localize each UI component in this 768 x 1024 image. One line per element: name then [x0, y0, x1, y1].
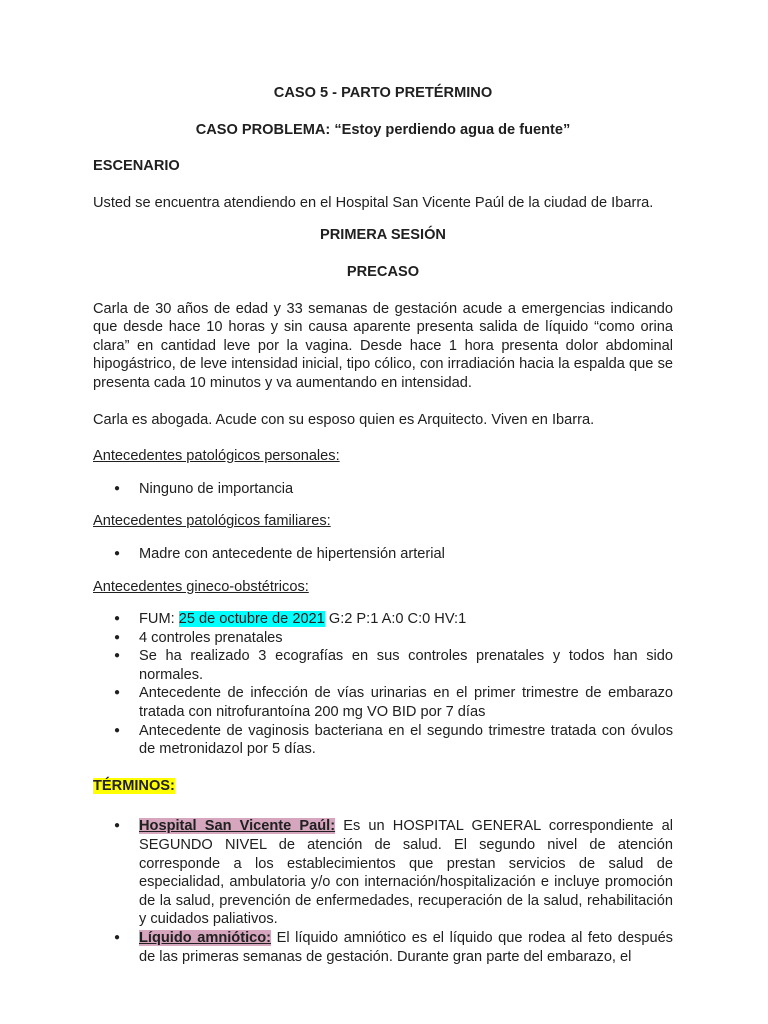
case-subtitle: CASO PROBLEMA: “Estoy perdiendo agua de fuente”	[195, 121, 571, 138]
term-definition: El líquido amniótico es el líquido que rodea al feto después de las primeras semanas de gestación. Durante gran parte del embarazo, el	[139, 930, 673, 965]
session-heading: PRIMERA SESIÓN	[320, 227, 446, 244]
family-history-heading: Antecedentes patológicos familiares:	[93, 513, 331, 530]
precaso-text: Carla de 30 años de edad y 33 semanas de gestación acude a emergencias indicando que desde hace 10 horas y sin causa aparente presenta salida de líquido “como orina clara” en cantidad leve por la vagina. Desde hace 1 hora presenta dolor abdominal hipogástrico, de leve intensidad inicial, tipo cólico, con irradiación hacia la espalda que se presenta cada 10 minutos y va aumentando en intensidad.	[93, 300, 673, 391]
gyn-history-list	[93, 610, 673, 759]
list-item: ● 4 controles prenatales	[93, 629, 673, 648]
list-item: ● Antecedente de infección de vías urinarias en el primer trimestre de embarazo tratada con nitrofurantoína 200 mg VO BID por 7 días	[93, 684, 673, 721]
personal-history-list	[93, 480, 673, 499]
list-item: ● Se ha realizado 3 ecografías en sus controles prenatales y todos han sido normales.	[93, 647, 673, 684]
fum-date-highlight: 25 de octubre de 2021	[178, 611, 325, 628]
terms-heading: TÉRMINOS:	[93, 777, 175, 794]
escenario-heading: ESCENARIO	[93, 158, 180, 175]
gyn-history-heading: Antecedentes gineco-obstétricos:	[93, 578, 309, 595]
term-label: Líquido amniótico:	[139, 930, 272, 946]
precaso-heading: PRECASO	[346, 263, 420, 280]
personal-history-heading: Antecedentes patológicos personales:	[93, 448, 340, 465]
page-title: CASO 5 - PARTO PRETÉRMINO	[273, 85, 493, 101]
term-item	[93, 929, 673, 966]
fum-rest: G:2 P:1 A:0 C:0 HV:1	[324, 611, 467, 628]
list-item	[93, 610, 673, 629]
list-item: ● Ninguno de importancia	[93, 480, 673, 499]
document-content	[93, 84, 673, 966]
occupation-text: Carla es abogada. Acude con su esposo quien es Arquitecto. Viven en Ibarra.	[93, 411, 595, 428]
terms-list	[93, 817, 673, 966]
fum-label: FUM:	[139, 611, 179, 628]
family-history-list	[93, 545, 673, 564]
term-definition: Es un HOSPITAL GENERAL correspondiente al SEGUNDO NIVEL de atención de salud. El segundo nivel de atención corresponde a los establecimientos que prestan servicios de salud de especialidad, ambulatoria y/o con internación/hospitalización e incluye promoción de la salud, prevención de enfermedades, recuperación de la salud, rehabilitación y cuidados paliativos.	[139, 818, 673, 928]
term-label: Hospital San Vicente Paúl:	[139, 818, 336, 835]
escenario-text: Usted se encuentra atendiendo en el Hospital San Vicente Paúl de la ciudad de Ibarra.	[93, 194, 654, 211]
term-item	[93, 817, 673, 929]
list-item: ● Madre con antecedente de hipertensión arterial	[93, 545, 673, 564]
list-item: ● Antecedente de vaginosis bacteriana en el segundo trimestre tratada con óvulos de metronidazol por 5 días.	[93, 722, 673, 759]
